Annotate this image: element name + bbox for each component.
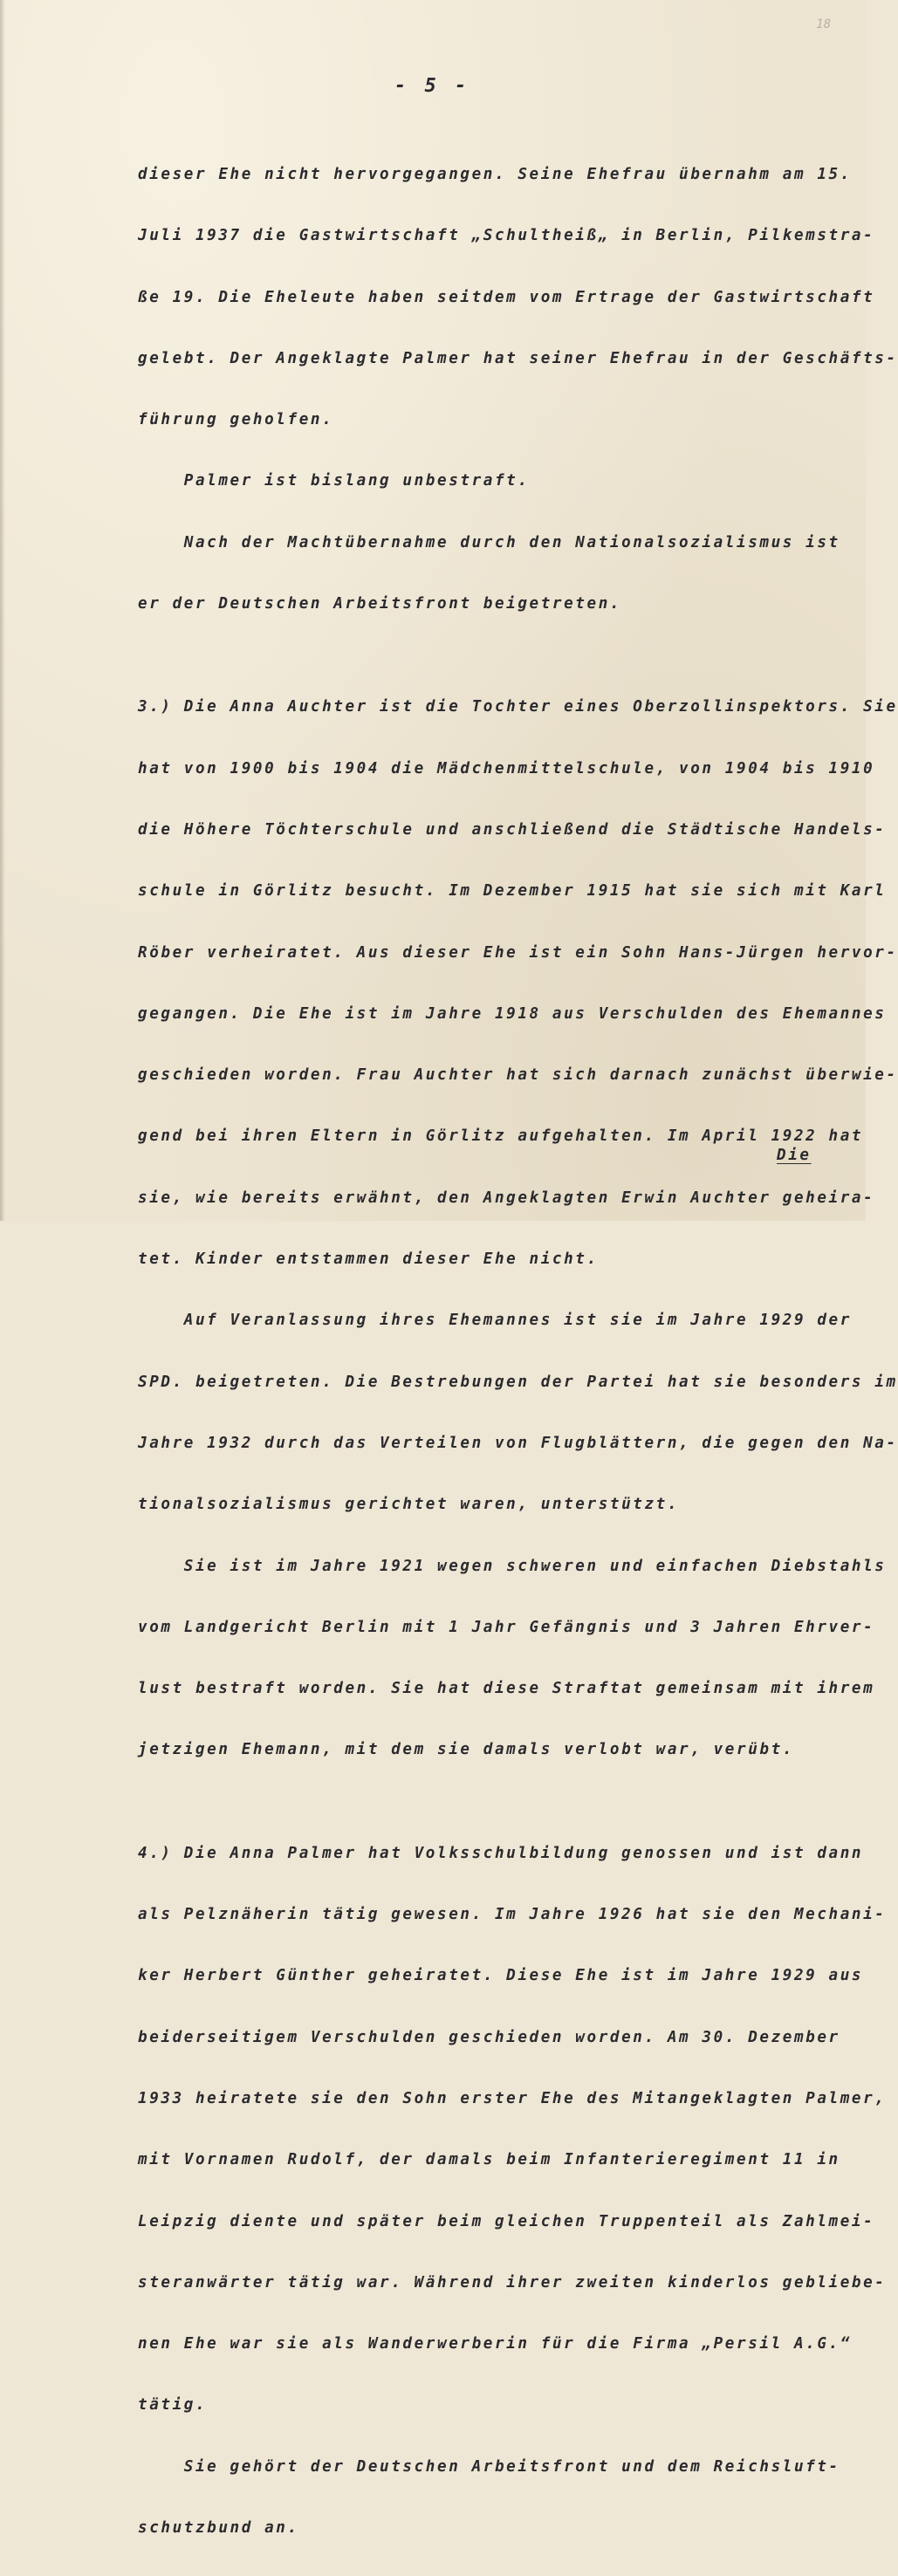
text-line: ker Herbert Günther geheiratet. Diese Ehe ist im Jahre 1929 aus [138, 1967, 864, 1985]
text-line: tionalsozialismus gerichtet waren, unterstützt. [138, 1496, 680, 1514]
text-line: führung geholfen. [138, 411, 334, 429]
text-line: mit Vornamen Rudolf, der damals beim Infanterieregiment 11 in [138, 2151, 840, 2169]
paragraph-gap [138, 1798, 862, 1805]
text-line: schutzbund an. [138, 2518, 299, 2537]
text-line: die Höhere Töchterschule und anschließend die Städtische Handels- [138, 820, 887, 839]
text-line: dieser Ehe nicht hervorgegangen. Seine Ehefrau übernahm am 15. [138, 166, 852, 183]
text-line: 3.) Die Anna Auchter ist die Tochter eines Oberzollinspektors. Sie [138, 698, 898, 716]
text-line: geschieden worden. Frau Auchter hat sich darnach zunächst überwie- [138, 1066, 898, 1085]
corner-pencil-mark: 18 [816, 17, 831, 31]
text-line: sie, wie bereits erwähnt, den Angeklagten Erwin Auchter geheira- [138, 1189, 875, 1207]
text-line: Palmer ist bislang unbestraft. [138, 472, 530, 490]
paragraph-gap [138, 652, 862, 659]
text-line: er der Deutschen Arbeitsfront beigetreten. [138, 595, 622, 613]
text-line: Nach der Machtübernahme durch den Nationalsozialismus ist [138, 533, 840, 552]
text-line: Auf Veranlassung ihres Ehemannes ist sie im Jahre 1929 der [138, 1312, 852, 1330]
text-line: tet. Kinder entstammen dieser Ehe nicht. [138, 1250, 599, 1269]
text-line: Leipzig diente und später beim gleichen Truppenteil als Zahlmei- [138, 2212, 875, 2230]
text-line: beiderseitigem Verschulden geschieden worden. Am 30. Dezember [138, 2028, 840, 2046]
text-line: hat von 1900 bis 1904 die Mädchenmittelschule, von 1904 bis 1910 [138, 759, 875, 778]
text-line: als Pelznäherin tätig gewesen. Im Jahre 1926 hat sie den Mechani- [138, 1906, 887, 1924]
text-line: schule in Görlitz besucht. Im Dezember 1915 hat sie sich mit Karl [138, 882, 887, 901]
page-number: - 5 - [394, 75, 470, 97]
text-line: gend bei ihren Eltern in Görlitz aufgehalten. Im April 1922 hat [138, 1127, 864, 1146]
catchword: Die [777, 1147, 812, 1164]
text-line: 1933 heiratete sie den Sohn erster Ehe des Mitangeklagten Palmer, [138, 2089, 887, 2107]
text-line: steranwärter tätig war. Während ihrer zweiten kinderlos gebliebe- [138, 2273, 887, 2292]
page-edge-shadow [0, 0, 5, 1221]
text-line: Jahre 1932 durch das Verteilen von Flugblättern, die gegen den Na- [138, 1434, 898, 1452]
text-line: 4.) Die Anna Palmer hat Volksschulbildung genossen und ist dann [138, 1844, 864, 1862]
text-line: gelebt. Der Angeklagte Palmer hat seiner Ehefrau in der Geschäfts- [138, 349, 898, 367]
text-line: vom Landgericht Berlin mit 1 Jahr Gefängnis und 3 Jahren Ehrver- [138, 1618, 875, 1636]
text-line: gegangen. Die Ehe ist im Jahre 1918 aus Verschulden des Ehemannes [138, 1004, 887, 1023]
text-line: nen Ehe war sie als Wanderwerberin für die Firma „Persil A.G.“ [138, 2335, 852, 2353]
text-line: Juli 1937 die Gastwirtschaft „Schultheiß„ in Berlin, Pilkemstra- [138, 227, 875, 245]
text-line: tätig. [138, 2396, 208, 2415]
text-line: Sie ist im Jahre 1921 wegen schweren und einfachen Diebstahls [138, 1557, 887, 1575]
text-line: ße 19. Die Eheleute haben seitdem vom Ertrage der Gastwirtschaft [138, 288, 875, 306]
text-line: Röber verheiratet. Aus dieser Ehe ist ein Sohn Hans-Jürgen hervor- [138, 943, 898, 962]
text-line: jetzigen Ehemann, mit dem sie damals verlobt war, verübt. [138, 1741, 794, 1759]
text-line: lust bestraft worden. Sie hat diese Straftat gemeinsam mit ihrem [138, 1680, 875, 1698]
text-line: Sie gehört der Deutschen Arbeitsfront und dem Reichsluft- [138, 2457, 840, 2476]
body-text [138, 127, 898, 2576]
text-line: SPD. beigetreten. Die Bestrebungen der Partei hat sie besonders im [138, 1373, 898, 1391]
